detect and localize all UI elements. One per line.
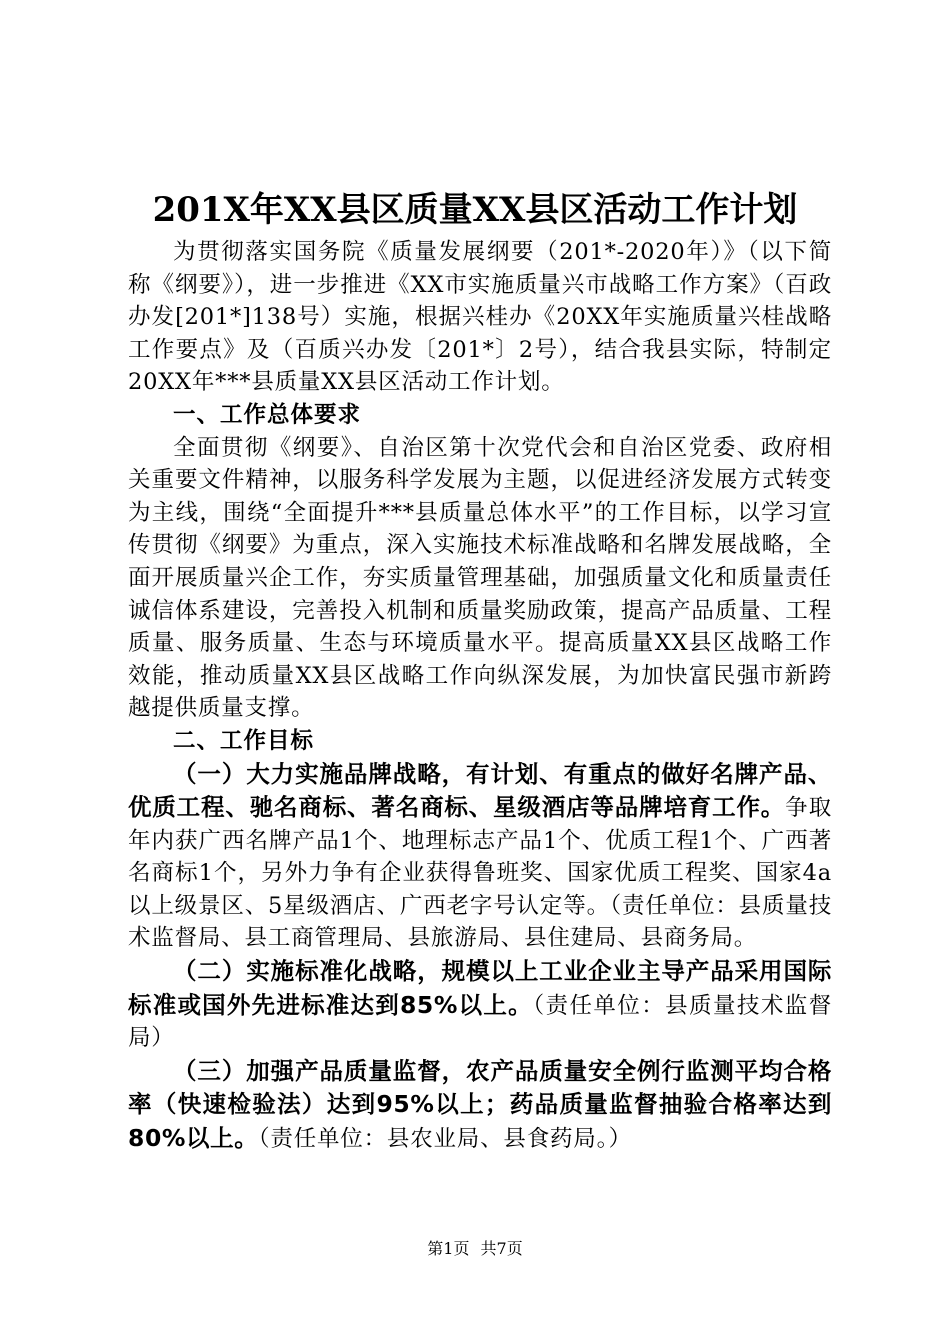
goal-2-heading: （二）实施标准化战略，规模以上工业企业主导产品采用国际标准或国外先进标准达到85%以上。	[128, 957, 832, 1019]
goal-2-text: （责任单位：县质量技术监督局）	[128, 992, 833, 1052]
page-footer	[0, 1236, 950, 1259]
document-title: 201X年XX县区质量XX县区活动工作计划	[152, 190, 798, 230]
goal-paragraph-2	[128, 955, 832, 1055]
section-heading-2: 二、工作目标	[173, 727, 315, 754]
goal-1-text: 争取年内获广西名牌产品1个、地理标志产品1个、优质工程1个、广西著名商标1个，另外力争有企业获得鲁班奖、国家优质工程奖、国家4a以上级景区、5星级酒店、广西老字号认定等。（责任单位：县质量技术监督局、县工商管理局、县旅游局、县住建局、县商务局。	[128, 795, 832, 952]
goal-3-heading: （三）加强产品质量监督，农产品质量安全例行监测平均合格率（快速检验法）达到95%以上；药品质量监督抽验合格率达到80%以上。	[128, 1056, 832, 1153]
goal-paragraph-1	[128, 758, 832, 956]
requirements-paragraph: 全面贯彻《纲要》、自治区第十次党代会和自治区党委、政府相关重要文件精神，以服务科学发展为主题，以促进经济发展方式转变为主线，围绕“全面提升***县质量总体水平”的工作目标，以学习宣传贯彻《纲要》为重点，深入实施技术标准战略和名牌发展战略，全面开展质量兴企工作，夯实质量管理基础，加强质量文化和质量责任诚信体系建设，完善投入机制和质量奖励政策，提高产品质量、工程质量、服务质量、生态与环境质量水平。提高质量XX县区战略工作效能，推动质量XX县区战略工作向纵深发展，为加快富民强市新跨越提供质量支撑。	[128, 434, 832, 722]
goal-3-text: （责任单位：县农业局、县食药局。）	[258, 1126, 632, 1153]
goal-1-heading: （一）大力实施品牌战略，有计划、有重点的做好名牌产品、优质工程、驰名商标、著名商标、星级酒店等品牌培育工作。	[128, 759, 832, 822]
page-number: 第1页	[427, 1239, 470, 1258]
goal-paragraph-3	[128, 1055, 832, 1156]
section-heading-1: 一、工作总体要求	[173, 401, 362, 428]
document-body	[128, 236, 832, 1156]
intro-paragraph: 为贯彻落实国务院《质量发展纲要（201*-2020年）》（以下简称《纲要》），进一步推进《XX市实施质量兴市战略工作方案》（百政办发[201*]138号）实施，根据兴桂办《20XX年实施质量兴桂战略工作要点》及（百质兴办发〔201*〕2号），结合我县实际，特制定20XX年***县质量XX县区活动工作计划。	[128, 239, 832, 396]
page-total: 共7页	[480, 1239, 523, 1258]
